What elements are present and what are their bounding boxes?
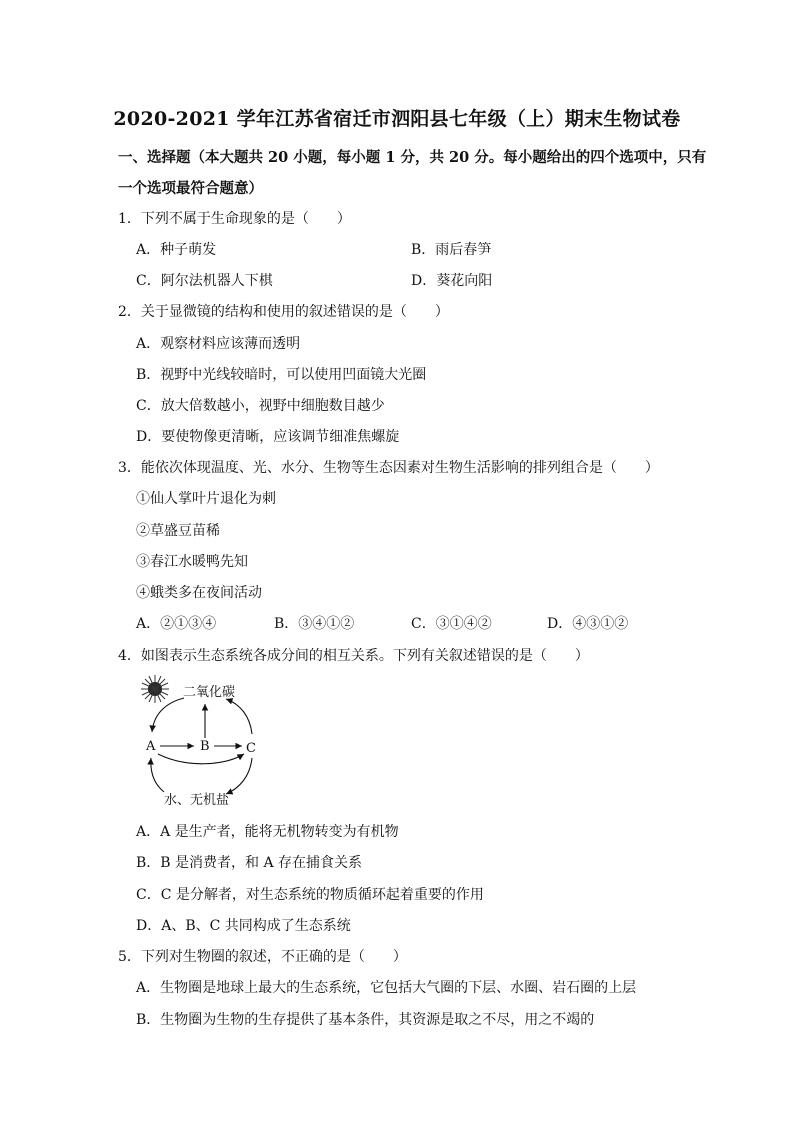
arrow-c-to-water xyxy=(226,758,252,794)
question-4-option-a: A．A 是生产者，能将无机物转变为有机物 xyxy=(136,824,399,840)
arrow-water-to-a xyxy=(151,758,164,792)
question-3-option-a: A．②①③④ xyxy=(136,616,217,632)
question-2-option-d: D．要使物像更清晰，应该调节细准焦螺旋 xyxy=(136,429,400,445)
question-1-option-d: D．葵花向阳 xyxy=(411,273,493,289)
question-1-stem: 1．下列不属于生命现象的是（ ） xyxy=(118,211,351,227)
question-3-option-b: B．③④①② xyxy=(274,616,355,632)
water-salt-label: 水、无机盐 xyxy=(164,793,230,808)
question-3-stem: 3．能依次体现温度、光、水分、生物等生态因素对生物生活影响的排列组合是（ ） xyxy=(118,460,659,476)
sun-icon xyxy=(141,675,169,703)
question-3-statement-1: ①仙人掌叶片退化为刺 xyxy=(136,491,276,507)
question-3-statement-2: ②草盛豆苗稀 xyxy=(136,523,220,539)
question-3-statement-4: ④蛾类多在夜间活动 xyxy=(136,585,262,601)
question-3-option-c: C．③①④② xyxy=(411,616,492,632)
question-2-option-b: B．视野中光线较暗时，可以使用凹面镜大光圈 xyxy=(136,367,427,383)
question-1-option-c: C．阿尔法机器人下棋 xyxy=(136,273,273,289)
node-a-label: A xyxy=(146,739,156,754)
arrow-c-to-co2 xyxy=(226,699,252,734)
ecosystem-diagram-svg xyxy=(128,672,278,812)
question-4-option-b: B．B 是消费者，和 A 存在捕食关系 xyxy=(136,855,363,871)
section-heading-line2: 一个选项最符合题意） xyxy=(118,180,263,197)
node-b-label: B xyxy=(200,739,210,754)
question-4-option-d: D．A、B、C 共同构成了生态系统 xyxy=(136,918,351,934)
co2-label: 二氧化碳 xyxy=(183,685,236,700)
page-title: 2020-2021 学年江苏省宿迁市泗阳县七年级（上）期末生物试卷 xyxy=(113,108,681,130)
question-2-option-a: A．观察材料应该薄而透明 xyxy=(136,336,301,352)
question-1-option-a: A．种子萌发 xyxy=(136,242,217,258)
question-3-statement-3: ③春江水暖鸭先知 xyxy=(136,554,248,570)
question-3-option-d: D．④③①② xyxy=(547,616,629,632)
section-heading-line1: 一、选择题（本大题共 20 小题，每小题 1 分，共 20 分。每小题给出的四个选项中，只有 xyxy=(118,149,707,166)
question-5-stem: 5．下列对生物圈的叙述，不正确的是（ ） xyxy=(118,949,407,965)
question-4-stem: 4．如图表示生态系统各成分间的相互关系。下列有关叙述错误的是（ ） xyxy=(118,648,589,664)
node-c-label: C xyxy=(246,741,256,756)
question-1-option-b: B．雨后春笋 xyxy=(411,242,492,258)
question-2-option-c: C．放大倍数越小，视野中细胞数目越少 xyxy=(136,398,385,414)
question-5-option-a: A．生物圈是地球上最大的生态系统，它包括大气圈的下层、水圈、岩石圈的上层 xyxy=(136,980,637,996)
question-5-option-b: B．生物圈为生物的生存提供了基本条件，其资源是取之不尽，用之不竭的 xyxy=(136,1012,595,1028)
question-4-option-c: C．C 是分解者，对生态系统的物质循环起着重要的作用 xyxy=(136,887,484,903)
question-2-stem: 2．关于显微镜的结构和使用的叙述错误的是（ ） xyxy=(118,304,449,320)
arrow-co2-to-a xyxy=(152,698,184,732)
ecosystem-diagram xyxy=(128,672,278,812)
arrow-a-to-c xyxy=(158,754,244,764)
